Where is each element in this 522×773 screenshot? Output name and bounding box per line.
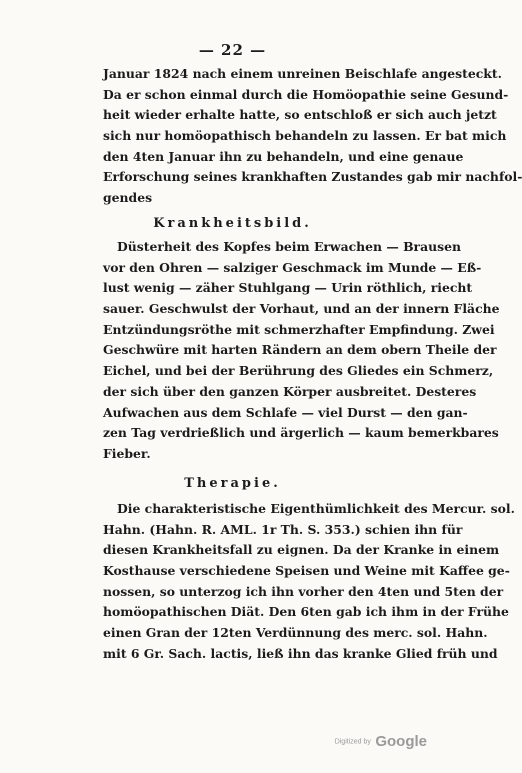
text-line: Januar 1824 nach einem unreinen Beischlafe angesteckt. <box>103 66 502 81</box>
text-line: Kosthause verschiedene Speisen und Weine mit Kaffee ge- <box>103 563 510 579</box>
text-line: Aufwachen aus dem Schlafe — viel Durst — den gan- <box>103 404 468 420</box>
text-line: vor den Ohren — salziger Geschmack im Munde — Eß- <box>103 259 482 275</box>
text-line: Entzündungsröthe mit schmerzhafter Empfindung. Zwei <box>103 321 495 337</box>
text-line: der sich über den ganzen Körper ausbreitet. Desteres <box>103 383 477 399</box>
text-line: Die charakteristische Eigenthümlichkeit des Mercur. sol. <box>117 501 515 516</box>
text-line: Hahn. (Hahn. R. AML. 1r Th. S. 353.) schien ihn für <box>103 521 463 537</box>
text-line: homöopathischen Diät. Den 6ten gab ich ihm in der Frühe <box>103 604 509 620</box>
text-line: nossen, so unterzog ich ihn vorher den 4ten und 5ten der <box>103 583 504 599</box>
text-line: den 4ten Januar ihn zu behandeln, und eine genaue <box>103 148 464 164</box>
text-line: heit wieder erhalte hatte, so entschloß er sich auch jetzt <box>103 107 497 123</box>
text-line: Düsterheit des Kopfes beim Erwachen — Brausen <box>117 239 461 254</box>
text-line: Eichel, und bei der Berührung des Gliedes ein Schmerz, <box>103 363 494 379</box>
paragraph-therapy <box>103 499 515 665</box>
google-logo: Google <box>375 733 427 750</box>
text-line: gendes <box>103 190 153 206</box>
text-line: Fieber. <box>103 445 151 461</box>
section-heading-krankheitsbild: Krankheitsbild. <box>153 216 312 231</box>
text-line: mit 6 Gr. Sach. lactis, ließ ihn das kranke Glied früh und <box>103 645 498 661</box>
text-line: sich nur homöopathisch behandeln zu lassen. Er bat mich <box>103 128 507 144</box>
digitized-by-google-watermark <box>335 733 427 751</box>
text-line: Erforschung seines krankhaften Zustandes gab mir nachfol- <box>103 169 522 185</box>
paragraph-case-history <box>103 64 522 209</box>
page-number: — 22 — <box>198 41 267 59</box>
paragraph-symptoms <box>103 237 500 465</box>
watermark-prefix: Digitized by <box>334 738 371 746</box>
section-heading-therapie: Therapie. <box>184 476 281 491</box>
text-line: Geschwüre mit harten Rändern an dem obern Theile der <box>103 342 497 358</box>
text-line: lust wenig — zäher Stuhlgang — Urin röthlich, riecht <box>103 280 473 296</box>
text-line: zen Tag verdrießlich und ärgerlich — kaum bemerkbares <box>103 425 499 441</box>
text-line: Da er schon einmal durch die Homöopathie seine Gesund- <box>103 86 509 102</box>
text-line: einen Gran der 12ten Verdünnung des merc. sol. Hahn. <box>103 625 488 641</box>
text-line: sauer. Geschwulst der Vorhaut, und an der innern Fläche <box>103 301 500 317</box>
text-line: diesen Krankheitsfall zu eignen. Da der Kranke in einem <box>103 542 500 558</box>
